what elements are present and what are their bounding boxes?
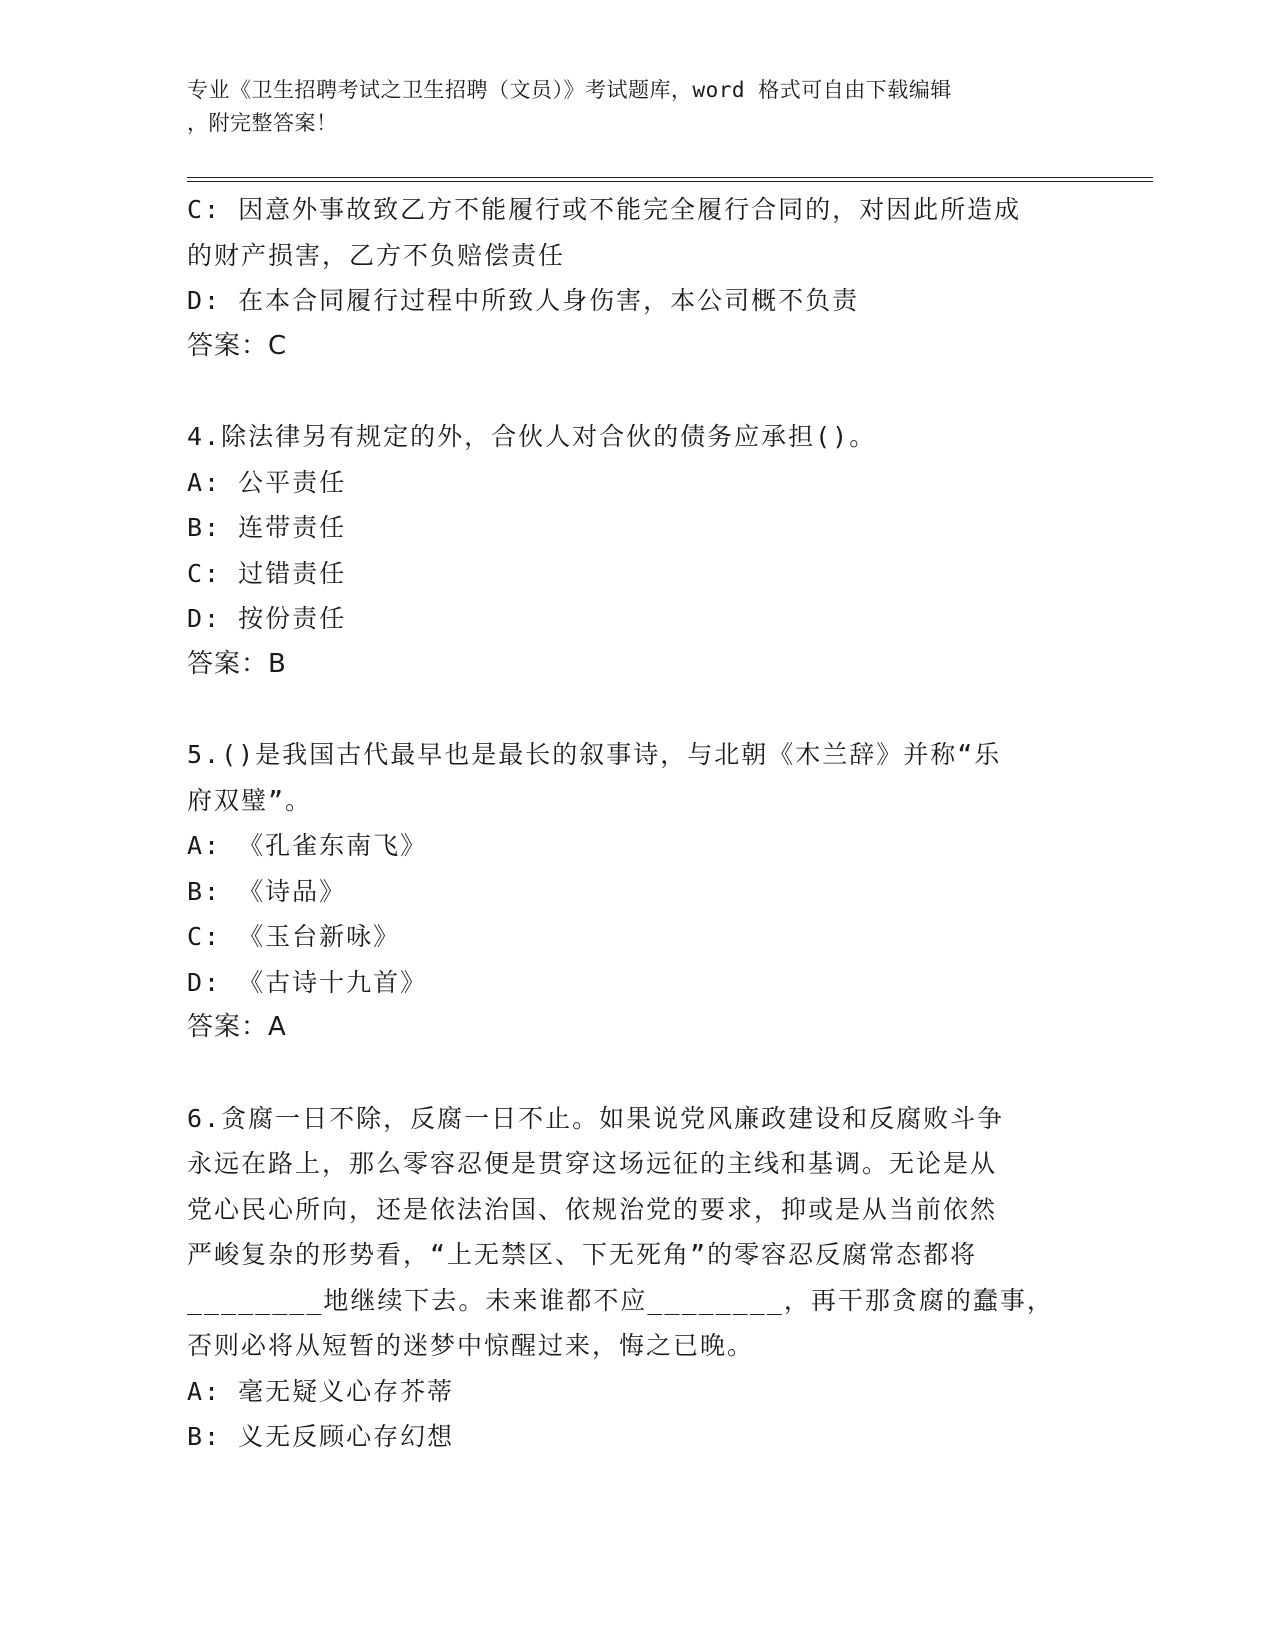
- spacer: [187, 369, 1087, 414]
- option-b: B: 义无反顾心存幻想: [187, 1422, 455, 1451]
- question-stem-continued: 府双璧”。: [187, 785, 313, 815]
- question-stem-continued: 党心民心所向，还是依法治国、依规治党的要求，抑或是从当前依然: [187, 1194, 998, 1224]
- header-divider: [187, 177, 1153, 182]
- question-5: [187, 732, 1087, 1051]
- question-stem-continued: ________地继续下去。未来谁都不应________，再干那贪腐的蠢事，: [187, 1285, 1054, 1315]
- option-d: D: 在本合同履行过程中所致人身伤害，本公司概不负责: [187, 286, 860, 315]
- question-4: [187, 414, 1087, 687]
- header-line-2: ，附完整答案！: [187, 111, 338, 135]
- question-stem-continued: 永远在路上，那么零容忍便是贯穿这场远征的主线和基调。无论是从: [187, 1149, 998, 1178]
- question-3-tail: [187, 187, 1087, 369]
- question-stem-continued: 严峻复杂的形势看，“上无禁区、下无死角”的零容忍反腐常态都将: [187, 1240, 978, 1269]
- question-stem: 4.除法律另有规定的外，合伙人对合伙的债务应承担()。: [187, 422, 877, 451]
- option-c-continued: 的财产损害，乙方不负赔偿责任: [187, 240, 566, 270]
- option-c: C: 《玉台新咏》: [187, 922, 401, 951]
- answer-label: 答案：B: [187, 648, 287, 679]
- header-line-1: 专业《卫生招聘考试之卫生招聘（文员）》考试题库，word 格式可自由下载编辑: [187, 78, 952, 102]
- spacer: [187, 1051, 1087, 1096]
- option-d: D: 《古诗十九首》: [187, 967, 428, 997]
- option-a: A: 《孔雀东南飞》: [187, 831, 428, 860]
- spacer: [187, 687, 1087, 732]
- option-c: C: 过错责任: [187, 558, 347, 588]
- option-b: B: 连带责任: [187, 513, 347, 542]
- page-header: [187, 74, 1067, 140]
- option-b: B: 《诗品》: [187, 876, 347, 906]
- question-content: [187, 187, 1087, 1460]
- option-a: A: 毫无疑义心存芥蒂: [187, 1376, 455, 1406]
- option-a: A: 公平责任: [187, 467, 347, 497]
- answer-label: 答案：A: [187, 1012, 287, 1042]
- question-stem: 5.()是我国古代最早也是最长的叙事诗，与北朝《木兰辞》并称“乐: [187, 740, 1002, 769]
- option-c: C: 因意外事故致乙方不能履行或不能完全履行合同的，对因此所造成: [187, 195, 1022, 224]
- question-stem-continued: 否则必将从短暂的迷梦中惊醒过来，悔之已晚。: [187, 1331, 755, 1360]
- question-stem: 6.贪腐一日不除，反腐一日不止。如果说党风廉政建设和反腐败斗争: [187, 1103, 1005, 1133]
- answer-label: 答案：C: [187, 330, 288, 361]
- question-6: [187, 1096, 1087, 1460]
- option-d: D: 按份责任: [187, 604, 347, 633]
